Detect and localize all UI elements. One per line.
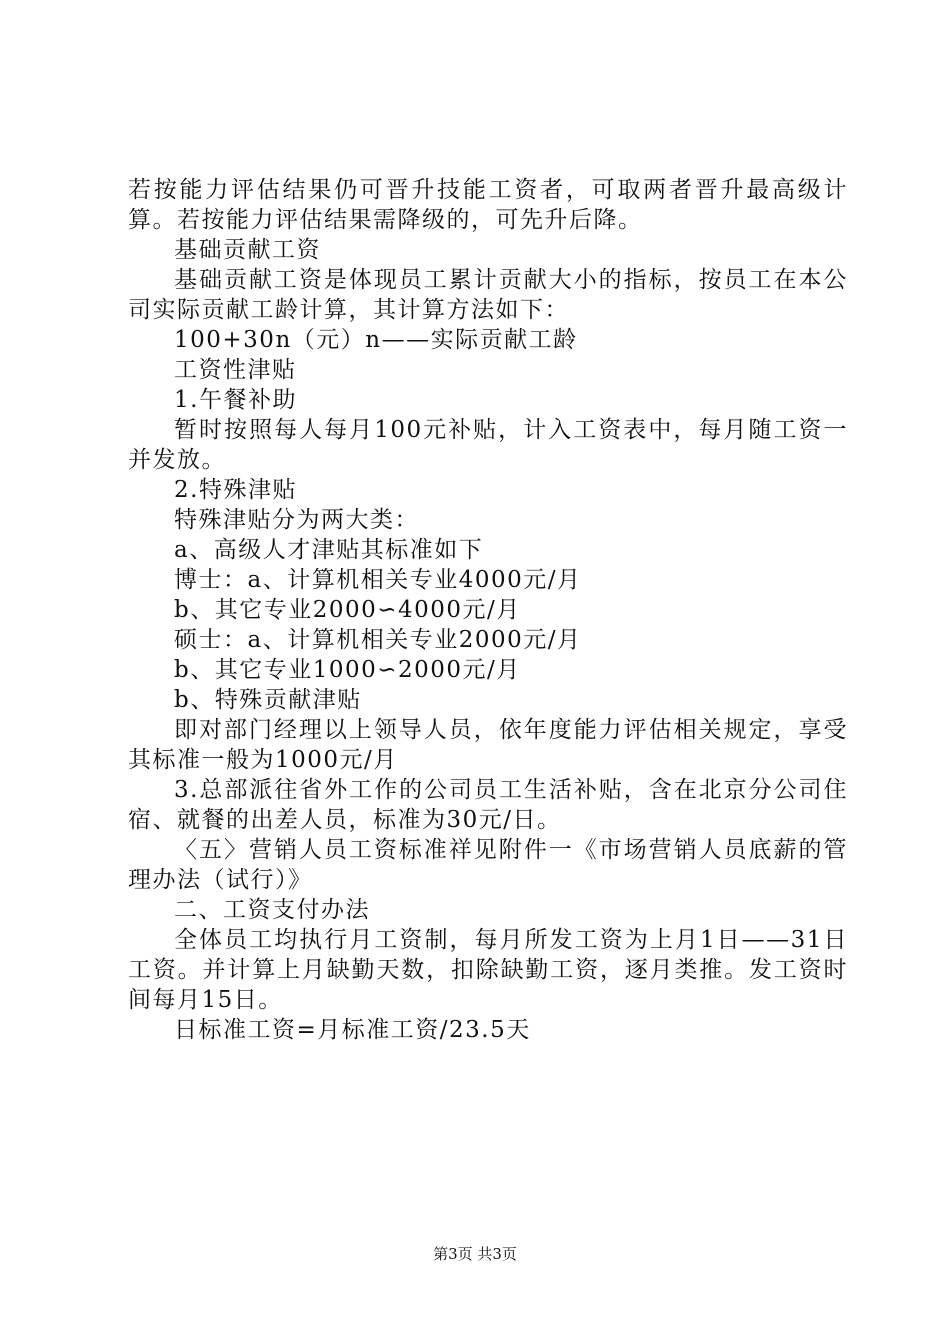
- document-body: [128, 175, 848, 1045]
- item-doctor-computer: 博士：a、计算机相关专业4000元/月: [174, 567, 582, 593]
- paragraph-lunch-subsidy: 暂时按照每人每月100元补贴，计入工资表中，每月随工资一并发放。: [128, 417, 848, 473]
- paragraph-manager-allowance: 即对部门经理以上领导人员，依年度能力评估相关规定，享受其标准一般为1000元/月: [128, 717, 848, 773]
- paragraph-monthly-wage: 全体员工均执行月工资制，每月所发工资为上月1日——31日工资。并计算上月缺勤天数，扣除缺勤工资，逐月类推。发工资时间每月15日。: [128, 927, 848, 1013]
- paragraph-sales-wage-standard: 〈五〉营销人员工资标准祥见附件一《市场营销人员底薪的管理办法（试行）》: [128, 837, 848, 893]
- heading-lunch-subsidy: 1.午餐补助: [174, 387, 297, 413]
- heading-wage-allowance: 工资性津贴: [174, 357, 297, 383]
- page-footer: 第3页 共3页: [433, 1245, 517, 1263]
- item-master-computer: 硕士：a、计算机相关专业2000元/月: [174, 627, 582, 653]
- item-special-contribution-allowance: b、特殊贡献津贴: [174, 687, 362, 713]
- item-master-other: b、其它专业1000∽2000元/月: [174, 657, 521, 683]
- heading-special-allowance: 2.特殊津贴: [174, 477, 297, 503]
- paragraph-promotion-rule: 若按能力评估结果仍可晋升技能工资者，可取两者晋升最高级计算。若按能力评估结果需降级的，可先升后降。: [128, 177, 848, 233]
- item-senior-talent-allowance: a、高级人才津贴其标准如下: [174, 537, 484, 563]
- heading-wage-payment: 二、工资支付办法: [174, 897, 370, 923]
- paragraph-base-contribution-desc: 基础贡献工资是体现员工累计贡献大小的指标，按员工在本公司实际贡献工龄计算，其计算方法如下：: [128, 267, 848, 323]
- formula-contribution-wage: 100+30n（元）n——实际贡献工龄: [174, 327, 578, 353]
- formula-daily-wage: 日标准工资=月标准工资/23.5天: [174, 1017, 531, 1043]
- item-doctor-other: b、其它专业2000∽4000元/月: [174, 597, 521, 623]
- paragraph-special-allowance-types: 特殊津贴分为两大类：: [174, 507, 419, 533]
- paragraph-living-subsidy: 3.总部派往省外工作的公司员工生活补贴，含在北京分公司住宿、就餐的出差人员，标准为30元/日。: [128, 777, 848, 833]
- heading-base-contribution-wage: 基础贡献工资: [174, 237, 321, 263]
